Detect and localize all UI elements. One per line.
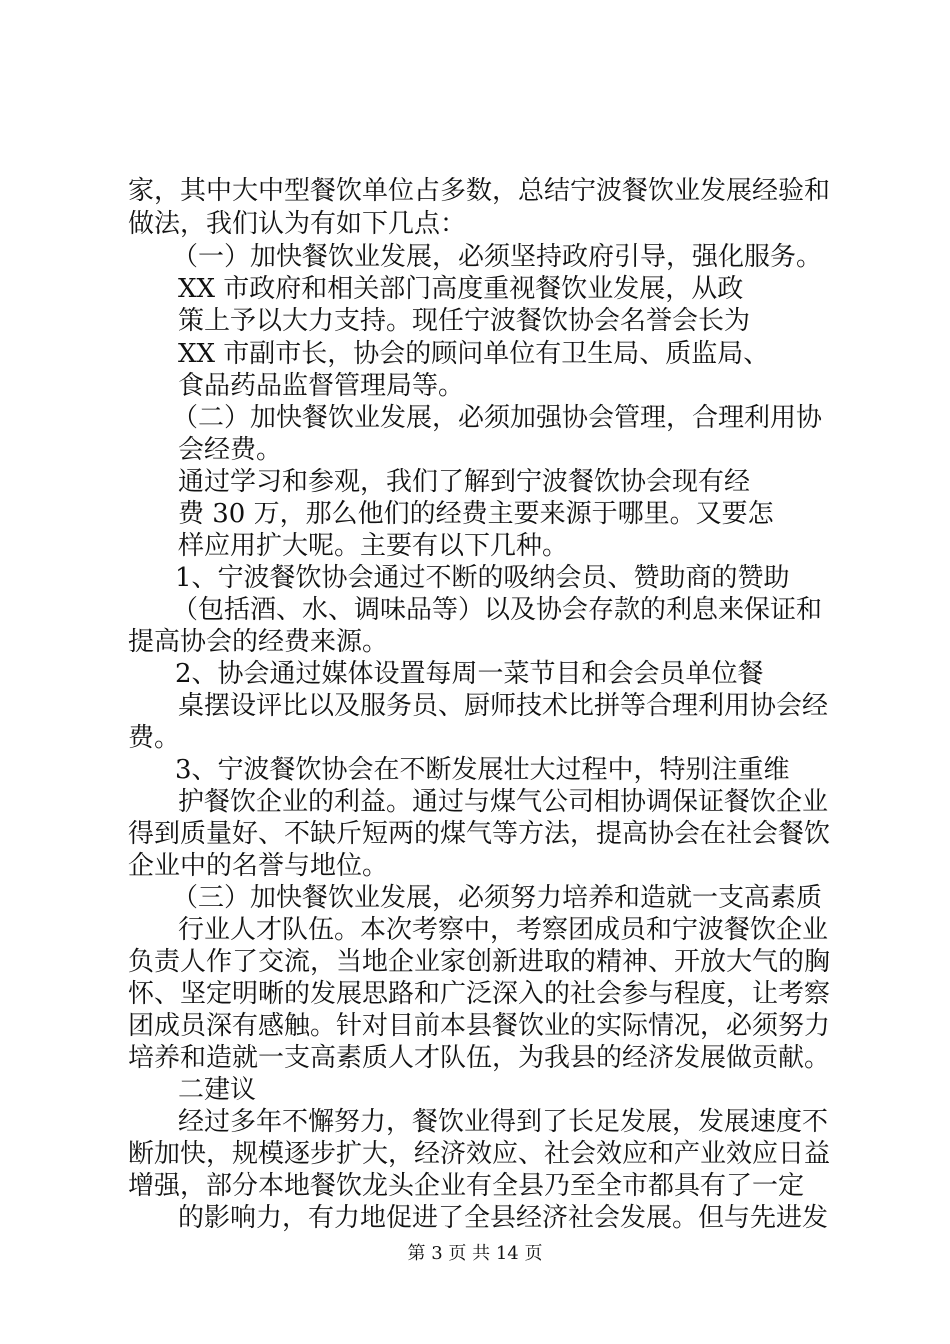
text-line: （包括酒、水、调味品等）以及协会存款的利息来保证和 [172, 595, 823, 625]
text-line: 做法，我们认为有如下几点： [128, 209, 467, 239]
text-line: 负责人作了交流，当地企业家创新进取的精神、开放大气的胸 [128, 947, 831, 977]
text-line: 策上予以大力支持。现任宁波餐饮协会名誉会长为 [178, 306, 751, 336]
text-line: 断加快，规模逐步扩大，经济效应、社会效应和产业效应日益 [128, 1139, 831, 1169]
text-line: 样应用扩大呢。主要有以下几种。 [178, 531, 569, 561]
text-line: 通过学习和参观，我们了解到宁波餐饮协会现有经 [178, 467, 751, 497]
page-footer: 第 3 页 共 14 页 [407, 1243, 543, 1264]
text-line: 的影响力，有力地促进了全县经济社会发展。但与先进发 [178, 1203, 829, 1233]
text-line: 行业人才队伍。本次考察中，考察团成员和宁波餐饮企业 [178, 915, 829, 945]
text-line: 团成员深有感触。针对目前本县餐饮业的实际情况，必须努力 [128, 1011, 831, 1041]
text-line: 费。 [128, 723, 181, 753]
text-line: 怀、坚定明晰的发展思路和广泛深入的社会参与程度，让考察 [128, 979, 831, 1009]
text-line: 提高协会的经费来源。 [128, 627, 389, 657]
text-line: XX 市政府和相关部门高度重视餐饮业发展，从政 [178, 274, 744, 304]
text-line: （一）加快餐饮业发展，必须坚持政府引导，强化服务。 [172, 242, 823, 272]
section-heading: 二建议 [178, 1075, 257, 1105]
text-line: 食品药品监督管理局等。 [178, 371, 465, 401]
text-line: 护餐饮企业的利益。通过与煤气公司相协调保证餐饮企业 [178, 787, 829, 817]
text-line: 2、协会通过媒体设置每周一菜节目和会会员单位餐 [175, 659, 764, 689]
text-line: 培养和造就一支高素质人才队伍，为我县的经济发展做贡献。 [128, 1043, 831, 1073]
text-line: 增强，部分本地餐饮龙头企业有全县乃至全市都具有了一定 [128, 1171, 805, 1201]
text-line: 1、宁波餐饮协会通过不断的吸纳会员、赞助商的赞助 [175, 563, 790, 593]
text-line: （二）加快餐饮业发展，必须加强协会管理，合理利用协 [172, 403, 823, 433]
text-line: 费 30 万，那么他们的经费主要来源于哪里。又要怎 [178, 499, 774, 529]
text-line: 桌摆设评比以及服务员、厨师技术比拼等合理利用协会经 [178, 691, 829, 721]
text-line: 企业中的名誉与地位。 [128, 851, 389, 881]
text-line: XX 市副市长，协会的顾问单位有卫生局、质监局、 [178, 339, 770, 369]
text-line: 得到质量好、不缺斤短两的煤气等方法，提高协会在社会餐饮 [128, 819, 831, 849]
text-line: 家，其中大中型餐饮单位占多数，总结宁波餐饮业发展经验和 [128, 176, 831, 206]
text-line: （三）加快餐饮业发展，必须努力培养和造就一支高素质 [172, 883, 823, 913]
text-line: 会经费。 [178, 435, 283, 465]
text-line: 3、宁波餐饮协会在不断发展壮大过程中，特别注重维 [175, 755, 790, 785]
text-line: 经过多年不懈努力，餐饮业得到了长足发展，发展速度不 [178, 1107, 829, 1137]
